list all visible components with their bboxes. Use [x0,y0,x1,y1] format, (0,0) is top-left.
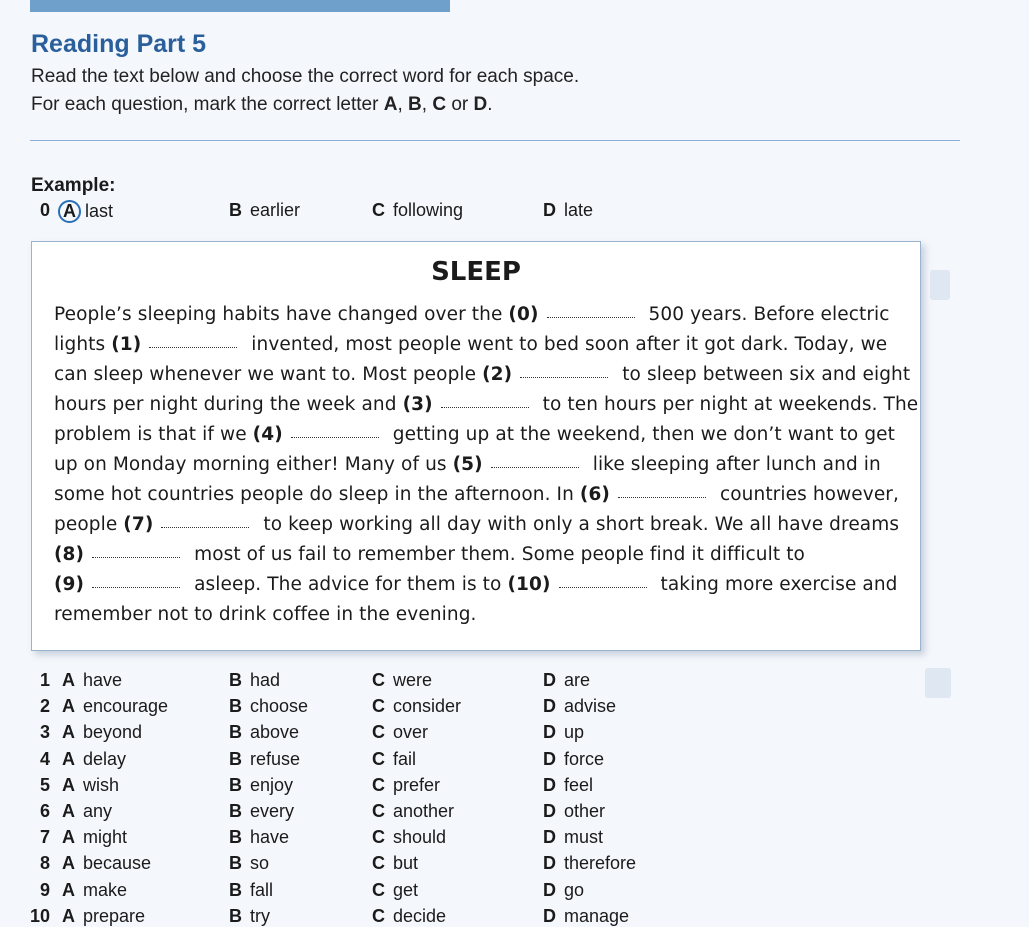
question-row [0,906,1000,927]
option-text: prefer [393,774,441,795]
option-letter: A [62,722,75,743]
option-text: other [564,801,606,821]
question-number: 10 [29,905,50,926]
passage-line [54,484,899,505]
top-color-band [30,0,450,12]
question-row [0,880,1000,906]
option-text: feel [564,774,594,795]
gap-number: (4) [252,424,283,445]
option-letter: C [372,774,385,795]
option-text: another [393,801,455,821]
option-a[interactable] [62,880,127,901]
question-number: 9 [39,879,50,900]
option-letter: D [543,774,556,795]
example-option-b[interactable] [229,200,300,221]
instruction-letter-d: D [473,94,488,115]
option-text: have [83,670,123,690]
option-d[interactable] [543,670,590,691]
question-number: 5 [39,774,50,795]
option-d[interactable] [543,880,584,901]
answer-blank[interactable] [149,347,237,348]
option-c[interactable] [372,696,461,717]
option-letter: B [229,905,242,926]
option-letter: C [372,905,385,926]
question-row [0,670,1000,696]
passage-text: getting up at the weekend, then we don’t want to get [386,424,896,445]
option-letter: D [543,801,556,821]
passage-title: SLEEP [431,257,521,287]
option-text: must [564,827,604,848]
instruction-line-1: Read the text below and choose the correct word for each space. [31,66,580,87]
option-text: so [250,853,270,874]
option-c[interactable] [372,853,418,874]
option-letter: A [62,905,75,926]
option-text: had [250,670,281,690]
answer-blank[interactable] [618,497,706,498]
option-text: prepare [83,905,146,926]
answer-blank[interactable] [491,467,579,468]
option-d[interactable] [543,722,584,743]
passage-text: to ten hours per night at weekends. The [536,394,919,415]
option-a[interactable] [62,853,151,874]
example-option-a[interactable] [58,200,113,223]
passage-text: remember not to drink coffee in the evening. [54,604,477,625]
circled-answer-icon: A [58,200,81,223]
option-text: should [393,827,447,848]
passage-line [54,424,895,445]
gap-number: (10) [507,574,551,595]
option-b[interactable] [229,906,270,927]
gap-number: (3) [402,394,433,415]
example-row [0,200,1000,226]
option-text: because [83,853,152,874]
passage-line [54,574,898,595]
option-text: advise [564,696,617,717]
passage-line [54,454,881,475]
question-row [0,827,1000,853]
option-letter: C [372,801,385,821]
option-letter: A [62,879,75,900]
passage-text: to keep working all day with only a short break. We all have dreams [257,514,900,535]
question-number: 1 [39,670,50,690]
example-heading: Example: [31,175,116,196]
option-d[interactable] [543,801,605,822]
passage-text: countries however, [714,484,899,505]
option-c[interactable] [372,827,446,848]
option-letter: C [372,879,385,900]
section-divider [30,140,960,141]
answer-blank[interactable] [291,437,379,438]
option-letter: C [372,722,385,743]
passage-text: up on Monday morning either! Many of us [54,454,453,475]
option-b[interactable] [229,775,293,796]
option-a[interactable] [62,827,127,848]
option-text: go [564,879,585,900]
option-text: late [564,200,594,220]
option-letter: A [62,827,75,848]
gap-number: (5) [452,454,483,475]
option-b[interactable] [229,801,294,822]
passage-text: lights [54,334,112,355]
option-text: following [393,200,464,220]
option-letter: B [229,774,242,795]
option-c[interactable] [372,749,416,770]
option-letter: C [372,200,385,220]
option-letter: B [229,879,242,900]
gap-number: (8) [54,544,85,565]
answer-blank[interactable] [92,557,180,558]
option-b[interactable] [229,880,273,901]
example-number: 0 [39,200,50,220]
option-c[interactable] [372,775,440,796]
gap-number: (6) [579,484,610,505]
option-letter: D [543,827,556,848]
question-row [0,775,1000,801]
option-text: try [250,905,270,926]
option-a[interactable] [62,670,122,691]
option-letter: D [543,879,556,900]
option-c[interactable] [372,880,418,901]
option-letter: B [229,696,242,717]
instruction-or: or [451,94,469,115]
passage-text: problem is that if we [54,424,253,445]
option-text: have [250,827,290,848]
option-letter: B [229,748,242,769]
question-number: 2 [39,696,50,717]
option-text: consider [393,696,462,717]
option-text: get [393,879,419,900]
option-letter: D [543,696,556,717]
gap-number: (9) [54,574,85,595]
passage-text: taking more exercise and [654,574,898,595]
answer-blank[interactable] [441,407,529,408]
option-letter: D [543,905,556,926]
option-letter: B [229,801,242,821]
option-d[interactable] [543,906,629,927]
option-letter: D [543,200,556,220]
option-text: earlier [250,200,301,220]
option-d[interactable] [543,696,616,717]
example-option-d[interactable] [543,200,593,221]
option-letter: C [372,696,385,717]
answer-blank[interactable] [559,587,647,588]
option-letter: B [229,670,242,690]
question-number: 7 [39,827,50,848]
passage-line [54,364,910,385]
answer-blank[interactable] [92,587,180,588]
question-row [0,722,1000,748]
option-letter: C [372,748,385,769]
option-text: therefore [564,853,637,874]
option-c[interactable] [372,722,428,743]
option-a[interactable] [62,775,119,796]
option-text: up [564,722,585,743]
option-a[interactable] [62,749,126,770]
option-b[interactable] [229,670,280,691]
option-c[interactable] [372,906,446,927]
option-a[interactable] [62,722,142,743]
answer-blank[interactable] [547,317,635,318]
example-option-a-text: last [85,201,114,221]
option-letter: B [229,200,242,220]
passage-box [31,241,921,651]
question-number: 8 [39,853,50,874]
option-letter: A [62,801,75,821]
option-text: refuse [250,748,301,769]
answer-blank[interactable] [161,527,249,528]
passage-line [54,394,918,415]
passage-text: to sleep between six and eight [616,364,911,385]
passage-text: like sleeping after lunch and in [586,454,881,475]
option-text: any [83,801,113,821]
option-text: decide [393,905,447,926]
passage-line [54,544,805,565]
instruction-end: . [487,94,493,115]
answer-blank[interactable] [520,377,608,378]
passage-line [54,334,887,355]
question-row [0,696,1000,722]
option-a[interactable] [62,696,168,717]
passage-text: people [54,514,124,535]
option-letter: A [62,670,75,690]
option-text: but [393,853,419,874]
gap-number: (1) [111,334,142,355]
option-text: wish [83,774,120,795]
question-row [0,749,1000,775]
option-text: manage [564,905,630,926]
option-a[interactable] [62,906,145,927]
option-b[interactable] [229,749,300,770]
option-letter: B [229,827,242,848]
option-d[interactable] [543,775,593,796]
gap-number: (7) [123,514,154,535]
option-text: encourage [83,696,169,717]
option-text: were [393,670,433,690]
option-text: enjoy [250,774,294,795]
question-number: 3 [39,722,50,743]
option-text: fall [250,879,274,900]
option-letter: A [62,853,75,874]
option-text: delay [83,748,127,769]
instruction-letter-b: B [408,94,422,115]
option-b[interactable] [229,853,269,874]
option-text: force [564,748,605,769]
option-c[interactable] [372,801,454,822]
option-b[interactable] [229,827,289,848]
passage-line [54,604,477,625]
option-text: might [83,827,128,848]
option-text: every [250,801,295,821]
gap-number: (0) [508,304,539,325]
option-letter: D [543,722,556,743]
instruction-prefix: For each question, mark the correct letter [31,94,379,115]
passage-line [54,514,899,535]
option-letter: A [62,748,75,769]
option-letter: C [372,670,385,690]
question-number: 4 [39,748,50,769]
passage-text: asleep. The advice for them is to [188,574,508,595]
instruction-letter-a: A [383,94,398,115]
instruction-line-2: For each question, mark the correct letter A, B, C or D. [31,94,493,115]
question-row [0,853,1000,879]
option-letter: C [372,853,385,874]
passage-text: invented, most people went to bed soon after it got dark. Today, we [245,334,888,355]
option-text: beyond [83,722,143,743]
gap-number: (2) [482,364,513,385]
option-letter: B [229,722,242,743]
question-row [0,801,1000,827]
option-letter: D [543,748,556,769]
option-text: fail [393,748,417,769]
option-b[interactable] [229,722,299,743]
page-edge-decoration [930,270,950,300]
passage-text: People’s sleeping habits have changed over the [54,304,509,325]
example-option-c[interactable] [372,200,463,221]
option-d[interactable] [543,749,604,770]
option-text: choose [250,696,309,717]
option-c[interactable] [372,670,432,691]
option-letter: D [543,853,556,874]
option-a[interactable] [62,801,112,822]
question-number: 6 [39,801,50,821]
option-letter: A [62,774,75,795]
option-d[interactable] [543,853,636,874]
passage-text: hours per night during the week and [54,394,403,415]
option-d[interactable] [543,827,603,848]
passage-text: most of us fail to remember them. Some people find it difficult to [188,544,805,565]
passage-text: some hot countries people do sleep in the afternoon. In [54,484,580,505]
passage-line [54,304,890,325]
instruction-letter-c: C [432,94,447,115]
option-text: above [250,722,300,743]
option-text: over [393,722,429,743]
option-letter: B [229,853,242,874]
option-text: make [83,879,128,900]
option-letter: C [372,827,385,848]
option-letter: D [543,670,556,690]
page-title: Reading Part 5 [31,30,207,58]
option-text: are [564,670,591,690]
option-b[interactable] [229,696,308,717]
passage-text: 500 years. Before electric [642,304,890,325]
passage-text: can sleep whenever we want to. Most people [54,364,483,385]
option-letter: A [62,696,75,717]
